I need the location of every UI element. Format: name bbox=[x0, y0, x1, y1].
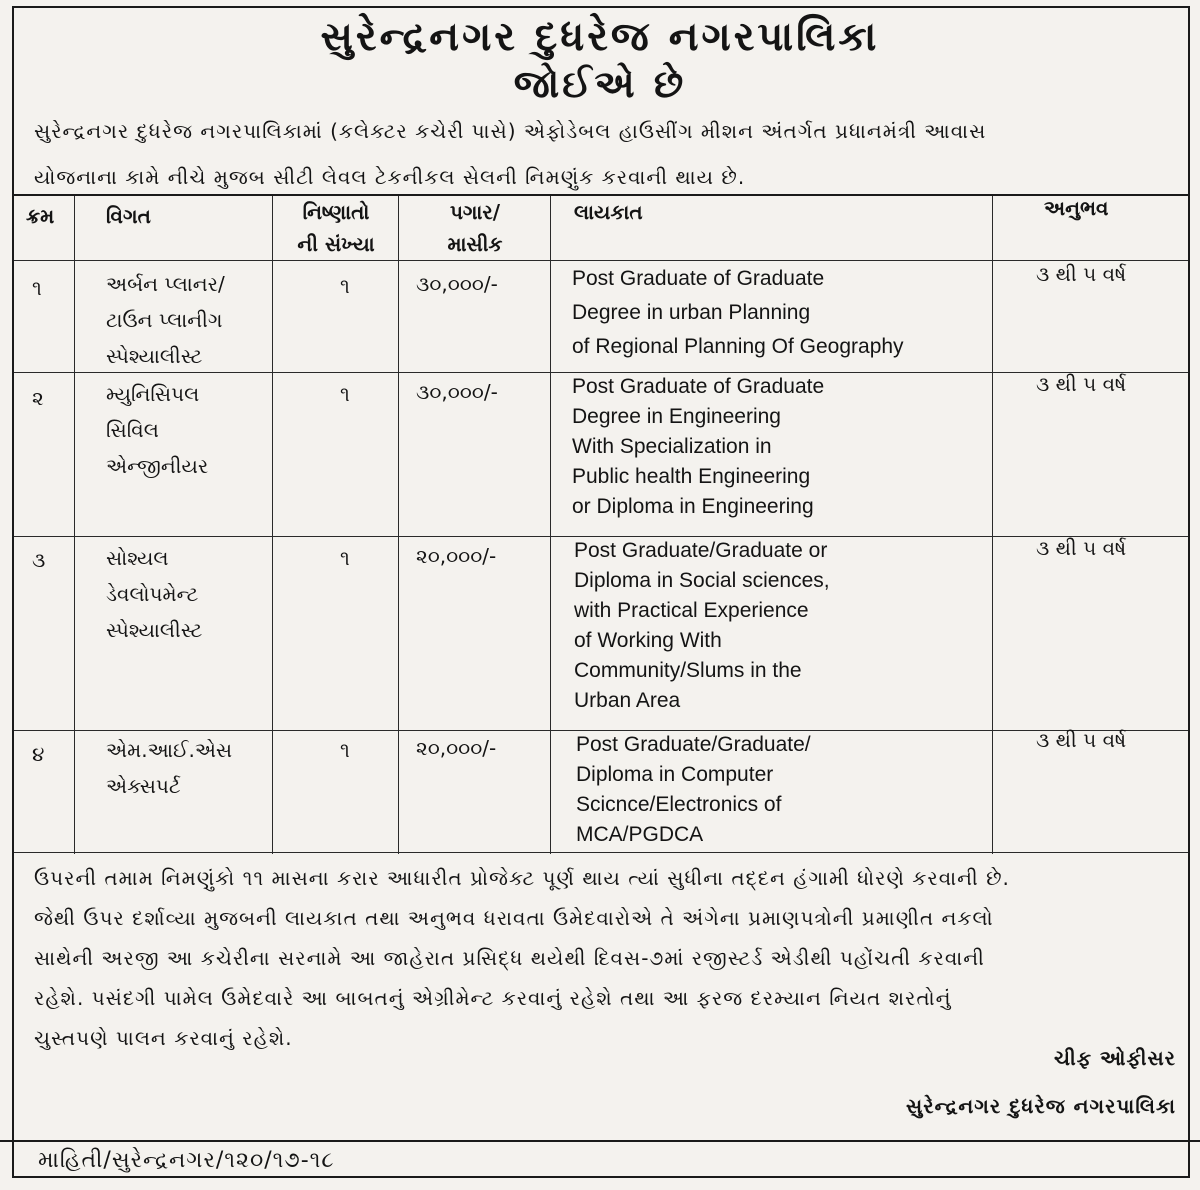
column-divider bbox=[272, 196, 273, 854]
reference-number: માહિતી/સુરેન્દ્રનગર/૧૨૦/૧૭-૧૮ bbox=[38, 1148, 335, 1173]
column-divider bbox=[550, 196, 551, 854]
row-1-experience: ૩ થી ૫ વર્ષ bbox=[1036, 262, 1127, 286]
row-3-sr: ૩ bbox=[32, 548, 46, 572]
row-4-sr: ૪ bbox=[32, 742, 45, 766]
row-3-experience: ૩ થી ૫ વર્ષ bbox=[1036, 536, 1127, 560]
intro-line: યોજનાના કામે નીચે મુજબ સીટી લેવલ ટેકનીકલ સેલની નિમણુંક કરવાની થાય છે. bbox=[34, 165, 746, 189]
row-4-experience: ૩ થી ૫ વર્ષ bbox=[1036, 728, 1127, 752]
row-1-pay: ૩૦,૦૦૦/- bbox=[416, 272, 498, 296]
intro-line: સુરેન્દ્રનગર દુધરેજ નગરપાલિકામાં (કલેક્ટર કચેરી પાસે) એફોડેબલ હાઉસીંગ મીશન અંતર્ગત પ્રધાનમંત્રી આવાસ bbox=[34, 119, 987, 143]
vacancy-table bbox=[14, 194, 1188, 854]
terms-line: જેથી ઉપર દર્શાવ્યા મુજબની લાયકાત તથા અનુભવ ધરાવતા ઉમેદવારોએ તે અંગેના પ્રમાણપત્રોની પ્રમાણીત નકલો bbox=[34, 906, 994, 930]
row-divider bbox=[14, 260, 1188, 261]
terms-paragraph bbox=[34, 858, 1174, 1058]
header-detail: વિગત bbox=[106, 204, 151, 228]
column-divider bbox=[74, 196, 75, 854]
row-2-sr: ૨ bbox=[32, 386, 44, 410]
row-3-qualification: Post Graduate/Graduate or Diploma in Social sciences, with Practical Experience of Working With Community/Slums in the Urban Area bbox=[574, 539, 830, 712]
row-2-count: ૧ bbox=[340, 382, 350, 406]
header-count: નિષ્ણાતો ની સંખ્યા bbox=[297, 200, 375, 256]
terms-line: રહેશે. પસંદગી પામેલ ઉમેદવારે આ બાબતનું એગ્રીમેન્ટ કરવાનું રહેશે તથા આ ફરજ દરમ્યાન નિયત શરતોનું bbox=[34, 986, 952, 1010]
reference-bar bbox=[0, 1140, 1200, 1182]
header-experience: અનુભવ bbox=[1044, 196, 1109, 220]
row-divider bbox=[14, 852, 1188, 853]
row-1-detail: અર્બન પ્લાનર/ ટાઉન પ્લાનીગ સ્પેશ્યાલીસ્ટ bbox=[106, 272, 225, 368]
column-divider bbox=[992, 196, 993, 854]
row-3-count: ૧ bbox=[340, 546, 350, 570]
row-3-detail: સોશ્યલ ડેવલોપમેન્ટ સ્પેશ્યાલીસ્ટ bbox=[106, 546, 203, 642]
header-pay: પગાર/ માસીક bbox=[447, 200, 503, 256]
row-2-experience: ૩ થી ૫ વર્ષ bbox=[1036, 372, 1127, 396]
row-3-pay: ૨૦,૦૦૦/- bbox=[416, 544, 497, 568]
row-1-count: ૧ bbox=[340, 274, 350, 298]
intro-paragraph bbox=[34, 108, 1174, 200]
notice-subtitle: જોઈએ છે bbox=[513, 62, 687, 106]
column-divider bbox=[398, 196, 399, 854]
row-2-pay: ૩૦,૦૦૦/- bbox=[416, 380, 498, 404]
signatory-title: ચીફ ઓફીસર bbox=[1054, 1046, 1176, 1070]
signatory-org: સુરેન્દ્રનગર દુધરેજ નગરપાલિકા bbox=[906, 1094, 1176, 1118]
row-4-qualification: Post Graduate/Graduate/ Diploma in Computer Scicnce/Electronics of MCA/PGDCA bbox=[576, 733, 811, 846]
row-1-sr: ૧ bbox=[32, 276, 42, 300]
row-4-detail: એમ.આઈ.એસ એક્સપર્ટ bbox=[106, 738, 233, 798]
row-2-detail: મ્યુનિસિપલ સિવિલ એન્જીનીયર bbox=[106, 382, 209, 478]
notice-title: સુરેન્દ્રનગર દુધરેજ નગરપાલિકા bbox=[320, 14, 880, 60]
row-1-qualification: Post Graduate of Graduate Degree in urban Planning of Regional Planning Of Geography bbox=[572, 267, 904, 358]
terms-line: સાથેની અરજી આ કચેરીના સરનામે આ જાહેરાત પ્રસિદ્ધ થયેથી દિવસ-૭માં રજીસ્ટર્ડ એડીથી પહોંચતી કરવાની bbox=[34, 946, 985, 970]
terms-line: ચુસ્તપણે પાલન કરવાનું રહેશે. bbox=[34, 1026, 293, 1050]
header-qualification: લાયકાત bbox=[574, 200, 643, 224]
header-sr: ક્રમ bbox=[26, 204, 55, 228]
row-4-count: ૧ bbox=[340, 738, 350, 762]
row-4-pay: ૨૦,૦૦૦/- bbox=[416, 736, 497, 760]
terms-line: ઉપરની તમામ નિમણુંકો ૧૧ માસના કરાર આધારીત પ્રોજેક્ટ પૂર્ણ થાય ત્યાં સુધીના તદ્દન હંગામી ધોરણે કરવાની છે. bbox=[34, 866, 1010, 890]
row-2-qualification: Post Graduate of Graduate Degree in Engineering With Specialization in Public health Engineering or Diploma in Engineering bbox=[572, 375, 825, 518]
